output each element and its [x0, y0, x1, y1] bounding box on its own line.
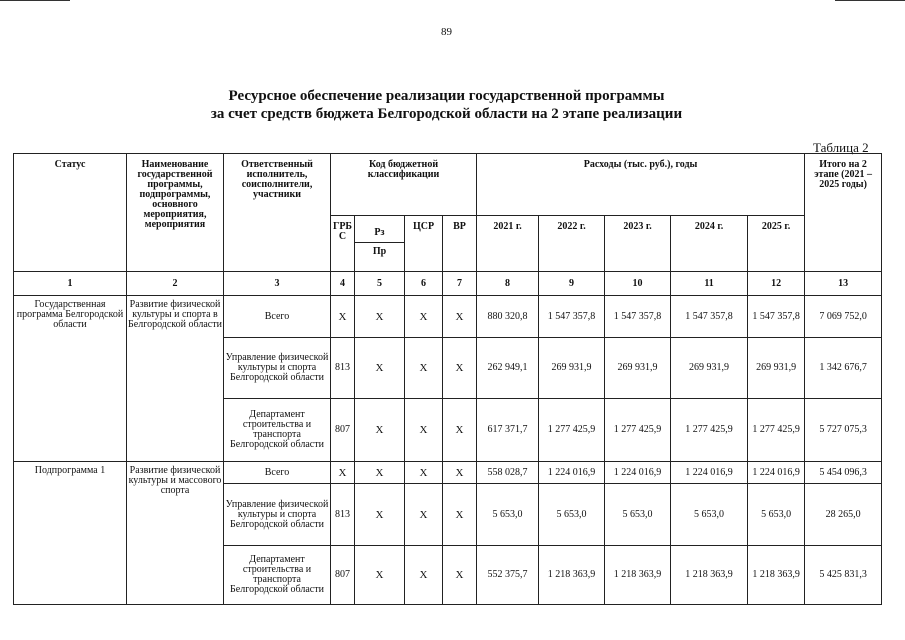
row-executor: Всего — [224, 462, 331, 484]
page-title-line-2: за счет средств бюджета Белгородской области на 2 этапе реализации — [210, 106, 683, 122]
cell-2024: 1 218 363,9 — [671, 546, 748, 605]
row-executor: Всего — [224, 296, 331, 338]
column-number: 7 — [443, 272, 477, 296]
cell-2021: 617 371,7 — [477, 399, 539, 462]
column-number-row — [14, 272, 882, 296]
header-csr: ЦСР — [405, 216, 443, 272]
row-status: Государственная программа Белгородской области — [14, 296, 127, 462]
column-number: 5 — [355, 272, 405, 296]
cell-2021: 558 028,7 — [477, 462, 539, 484]
cell-2022: 269 931,9 — [539, 338, 605, 399]
top-edge-line-left — [0, 0, 70, 1]
table-row — [14, 296, 882, 338]
header-name: Наименование государственной программы, подпрограммы, основного мероприятия, мероприятия — [127, 154, 224, 272]
cell-2025: 1 277 425,9 — [748, 399, 805, 462]
cell-vr: Х — [443, 399, 477, 462]
cell-csr: Х — [405, 338, 443, 399]
cell-2022: 1 547 357,8 — [539, 296, 605, 338]
cell-csr: Х — [405, 462, 443, 484]
cell-rz-pr: Х — [355, 546, 405, 605]
cell-vr: Х — [443, 484, 477, 546]
cell-2024: 1 277 425,9 — [671, 399, 748, 462]
row-executor: Департамент строительства и транспорта Белгородской области — [224, 399, 331, 462]
cell-2024: 1 547 357,8 — [671, 296, 748, 338]
column-number: 11 — [671, 272, 748, 296]
header-year-2022: 2022 г. — [539, 216, 605, 272]
cell-2025: 1 224 016,9 — [748, 462, 805, 484]
cell-vr: Х — [443, 338, 477, 399]
cell-rz-pr: Х — [355, 462, 405, 484]
header-expenses: Расходы (тыс. руб.), годы — [477, 154, 805, 216]
row-executor: Управление физической культуры и спорта Белгородской области — [224, 338, 331, 399]
cell-2024: 5 653,0 — [671, 484, 748, 546]
header-status: Статус — [14, 154, 127, 272]
header-year-2025: 2025 г. — [748, 216, 805, 272]
page-title-line-1: Ресурсное обеспечение реализации государственной программы — [228, 88, 665, 104]
header-year-2023: 2023 г. — [605, 216, 671, 272]
cell-rz-pr: Х — [355, 338, 405, 399]
header-total: Итого на 2 этапе (2021 –2025 годы) — [805, 154, 882, 272]
cell-2022: 1 218 363,9 — [539, 546, 605, 605]
cell-2023: 5 653,0 — [605, 484, 671, 546]
header-pr: Пр — [372, 246, 387, 257]
cell-total: 28 265,0 — [805, 484, 882, 546]
row-name: Развитие физической культуры и спорта в Белгородской области — [127, 296, 224, 462]
cell-rz-pr: Х — [355, 296, 405, 338]
column-number: 8 — [477, 272, 539, 296]
cell-total: 5 727 075,3 — [805, 399, 882, 462]
column-number: 13 — [805, 272, 882, 296]
column-number: 12 — [748, 272, 805, 296]
row-executor: Департамент строительства и транспорта Белгородской области — [224, 546, 331, 605]
cell-csr: Х — [405, 484, 443, 546]
cell-grbs: 813 — [331, 338, 355, 399]
cell-vr: Х — [443, 296, 477, 338]
header-budget-code: Код бюджетной классификации — [331, 154, 477, 216]
cell-2021: 880 320,8 — [477, 296, 539, 338]
cell-rz-pr: Х — [355, 484, 405, 546]
cell-2021: 262 949,1 — [477, 338, 539, 399]
column-number: 3 — [224, 272, 331, 296]
cell-2023: 1 547 357,8 — [605, 296, 671, 338]
row-executor: Управление физической культуры и спорта Белгородской области — [224, 484, 331, 546]
row-name: Развитие физической культуры и массового спорта — [127, 462, 224, 605]
header-vr: ВР — [443, 216, 477, 272]
cell-2023: 1 277 425,9 — [605, 399, 671, 462]
cell-2021: 552 375,7 — [477, 546, 539, 605]
budget-table — [13, 153, 882, 605]
top-edge-line-right — [835, 0, 905, 1]
header-year-2021: 2021 г. — [477, 216, 539, 272]
column-number: 2 — [127, 272, 224, 296]
cell-total: 5 425 831,3 — [805, 546, 882, 605]
cell-2022: 1 224 016,9 — [539, 462, 605, 484]
cell-rz-pr: Х — [355, 399, 405, 462]
cell-csr: Х — [405, 546, 443, 605]
cell-grbs: Х — [331, 462, 355, 484]
column-number: 10 — [605, 272, 671, 296]
cell-2025: 1 218 363,9 — [748, 546, 805, 605]
header-grbs: ГРБС — [331, 216, 355, 272]
cell-grbs: 807 — [331, 546, 355, 605]
table-label: Таблица 2 — [813, 140, 869, 155]
header-rz-pr — [355, 216, 405, 272]
column-number: 4 — [331, 272, 355, 296]
table-row — [14, 462, 882, 484]
header-rz: Рз — [355, 222, 404, 243]
cell-total: 7 069 752,0 — [805, 296, 882, 338]
cell-grbs: Х — [331, 296, 355, 338]
header-executor: Ответственный исполнитель, соисполнители, участники — [224, 154, 331, 272]
column-number: 1 — [14, 272, 127, 296]
header-year-2024: 2024 г. — [671, 216, 748, 272]
cell-vr: Х — [443, 546, 477, 605]
cell-total: 1 342 676,7 — [805, 338, 882, 399]
column-number: 6 — [405, 272, 443, 296]
cell-2025: 1 547 357,8 — [748, 296, 805, 338]
cell-2024: 269 931,9 — [671, 338, 748, 399]
cell-grbs: 807 — [331, 399, 355, 462]
cell-grbs: 813 — [331, 484, 355, 546]
cell-vr: Х — [443, 462, 477, 484]
cell-total: 5 454 096,3 — [805, 462, 882, 484]
cell-2025: 5 653,0 — [748, 484, 805, 546]
cell-csr: Х — [405, 399, 443, 462]
cell-2023: 269 931,9 — [605, 338, 671, 399]
column-number: 9 — [539, 272, 605, 296]
cell-2023: 1 218 363,9 — [605, 546, 671, 605]
cell-2023: 1 224 016,9 — [605, 462, 671, 484]
cell-2022: 5 653,0 — [539, 484, 605, 546]
cell-2022: 1 277 425,9 — [539, 399, 605, 462]
cell-2025: 269 931,9 — [748, 338, 805, 399]
row-status: Подпрограмма 1 — [14, 462, 127, 605]
page-number: 89 — [441, 26, 452, 38]
cell-2024: 1 224 016,9 — [671, 462, 748, 484]
cell-2021: 5 653,0 — [477, 484, 539, 546]
cell-csr: Х — [405, 296, 443, 338]
